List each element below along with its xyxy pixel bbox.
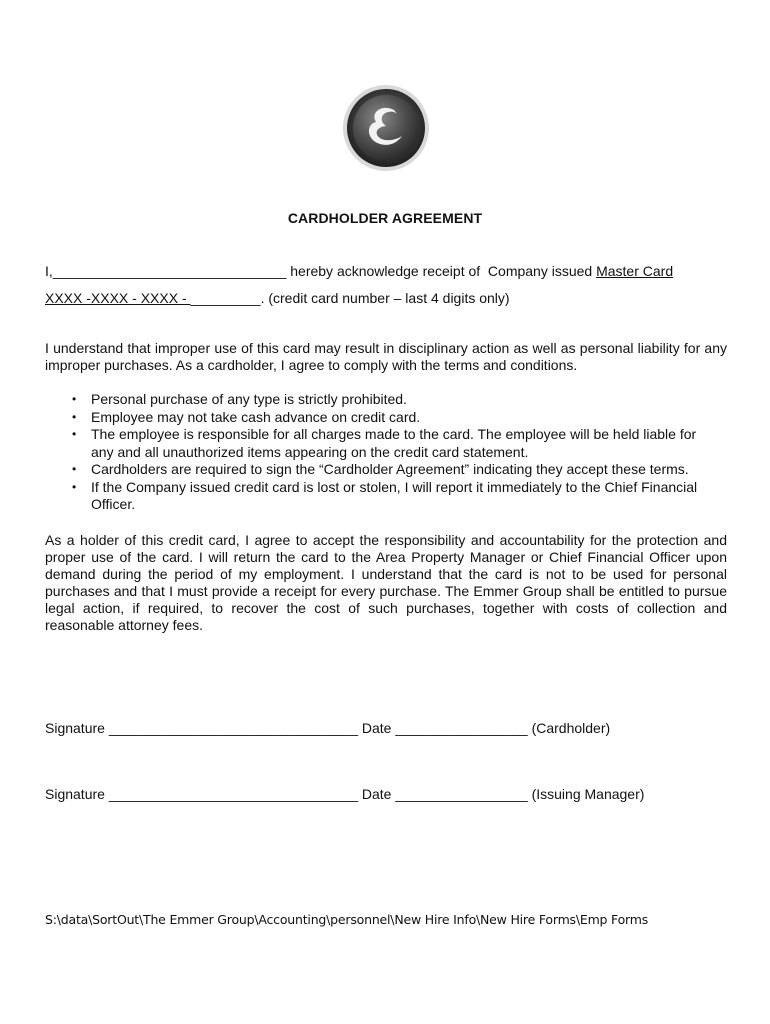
company-logo: [342, 84, 430, 172]
card-number-line: [45, 289, 510, 307]
terms-list: [72, 391, 722, 514]
list-item: • The employee is responsible for all charges made to the card. The employee will be held liable for any and all unauthorized items appearing on the credit card statement.: [72, 426, 697, 460]
bullet-icon: •: [72, 409, 77, 424]
bullet-icon: •: [72, 462, 77, 476]
card-type: Master Card: [596, 263, 674, 279]
bullet-icon: •: [72, 392, 77, 406]
responsibility-paragraph: As a holder of this credit card, I agree to accept the responsibility and accountability for the protection and proper use of the card. I will return the card to the Area Property Manager or Chief Financial Officer upon demand during the period of my employment. I understand that the card is not to be used for personal purchases and that I must provide a receipt for every purchase. The Emmer Group shall be entitled to pursue legal action, if required, to recover the cost of such purchases, together with costs of collection and reasonable attorney fees.: [45, 532, 727, 633]
list-item: • If the Company issued credit card is lost or stolen, I will report it immediately to the Chief Financial Officer.: [72, 478, 698, 512]
manager-signature-line: Signature ________________________________ Date _________________ (Issuing Manager): [45, 786, 645, 802]
acknowledgement-line: [45, 262, 673, 280]
bullet-icon: •: [72, 479, 77, 494]
document-title: CARDHOLDER AGREEMENT: [287, 210, 483, 226]
acknowledgement-text: I,______________________________ hereby acknowledge receipt of Company issued: [45, 263, 597, 279]
bullet-icon: •: [72, 427, 77, 441]
cardholder-signature-line: Signature ________________________________ Date _________________ (Cardholder): [45, 720, 611, 736]
card-number-masked: XXXX -XXXX - XXXX -: [45, 290, 191, 306]
list-item: • Personal purchase of any type is strictly prohibited.: [72, 391, 407, 407]
intro-paragraph: I understand that improper use of this card may result in disciplinary action as well as personal liability for any improper purchases. As a cardholder, I agree to comply with the terms and conditions.: [45, 340, 727, 373]
list-item: • Cardholders are required to sign the “Cardholder Agreement” indicating they accept these terms.: [72, 461, 689, 477]
list-item: • Employee may not take cash advance on credit card.: [72, 408, 421, 425]
card-number-blank: _________: [190, 290, 261, 306]
card-number-note: . (credit card number – last 4 digits only): [260, 290, 510, 306]
file-path-footer: S:\data\SortOut\The Emmer Group\Accounting\personnel\New Hire Info\New Hire Forms\Emp Forms: [45, 912, 649, 927]
